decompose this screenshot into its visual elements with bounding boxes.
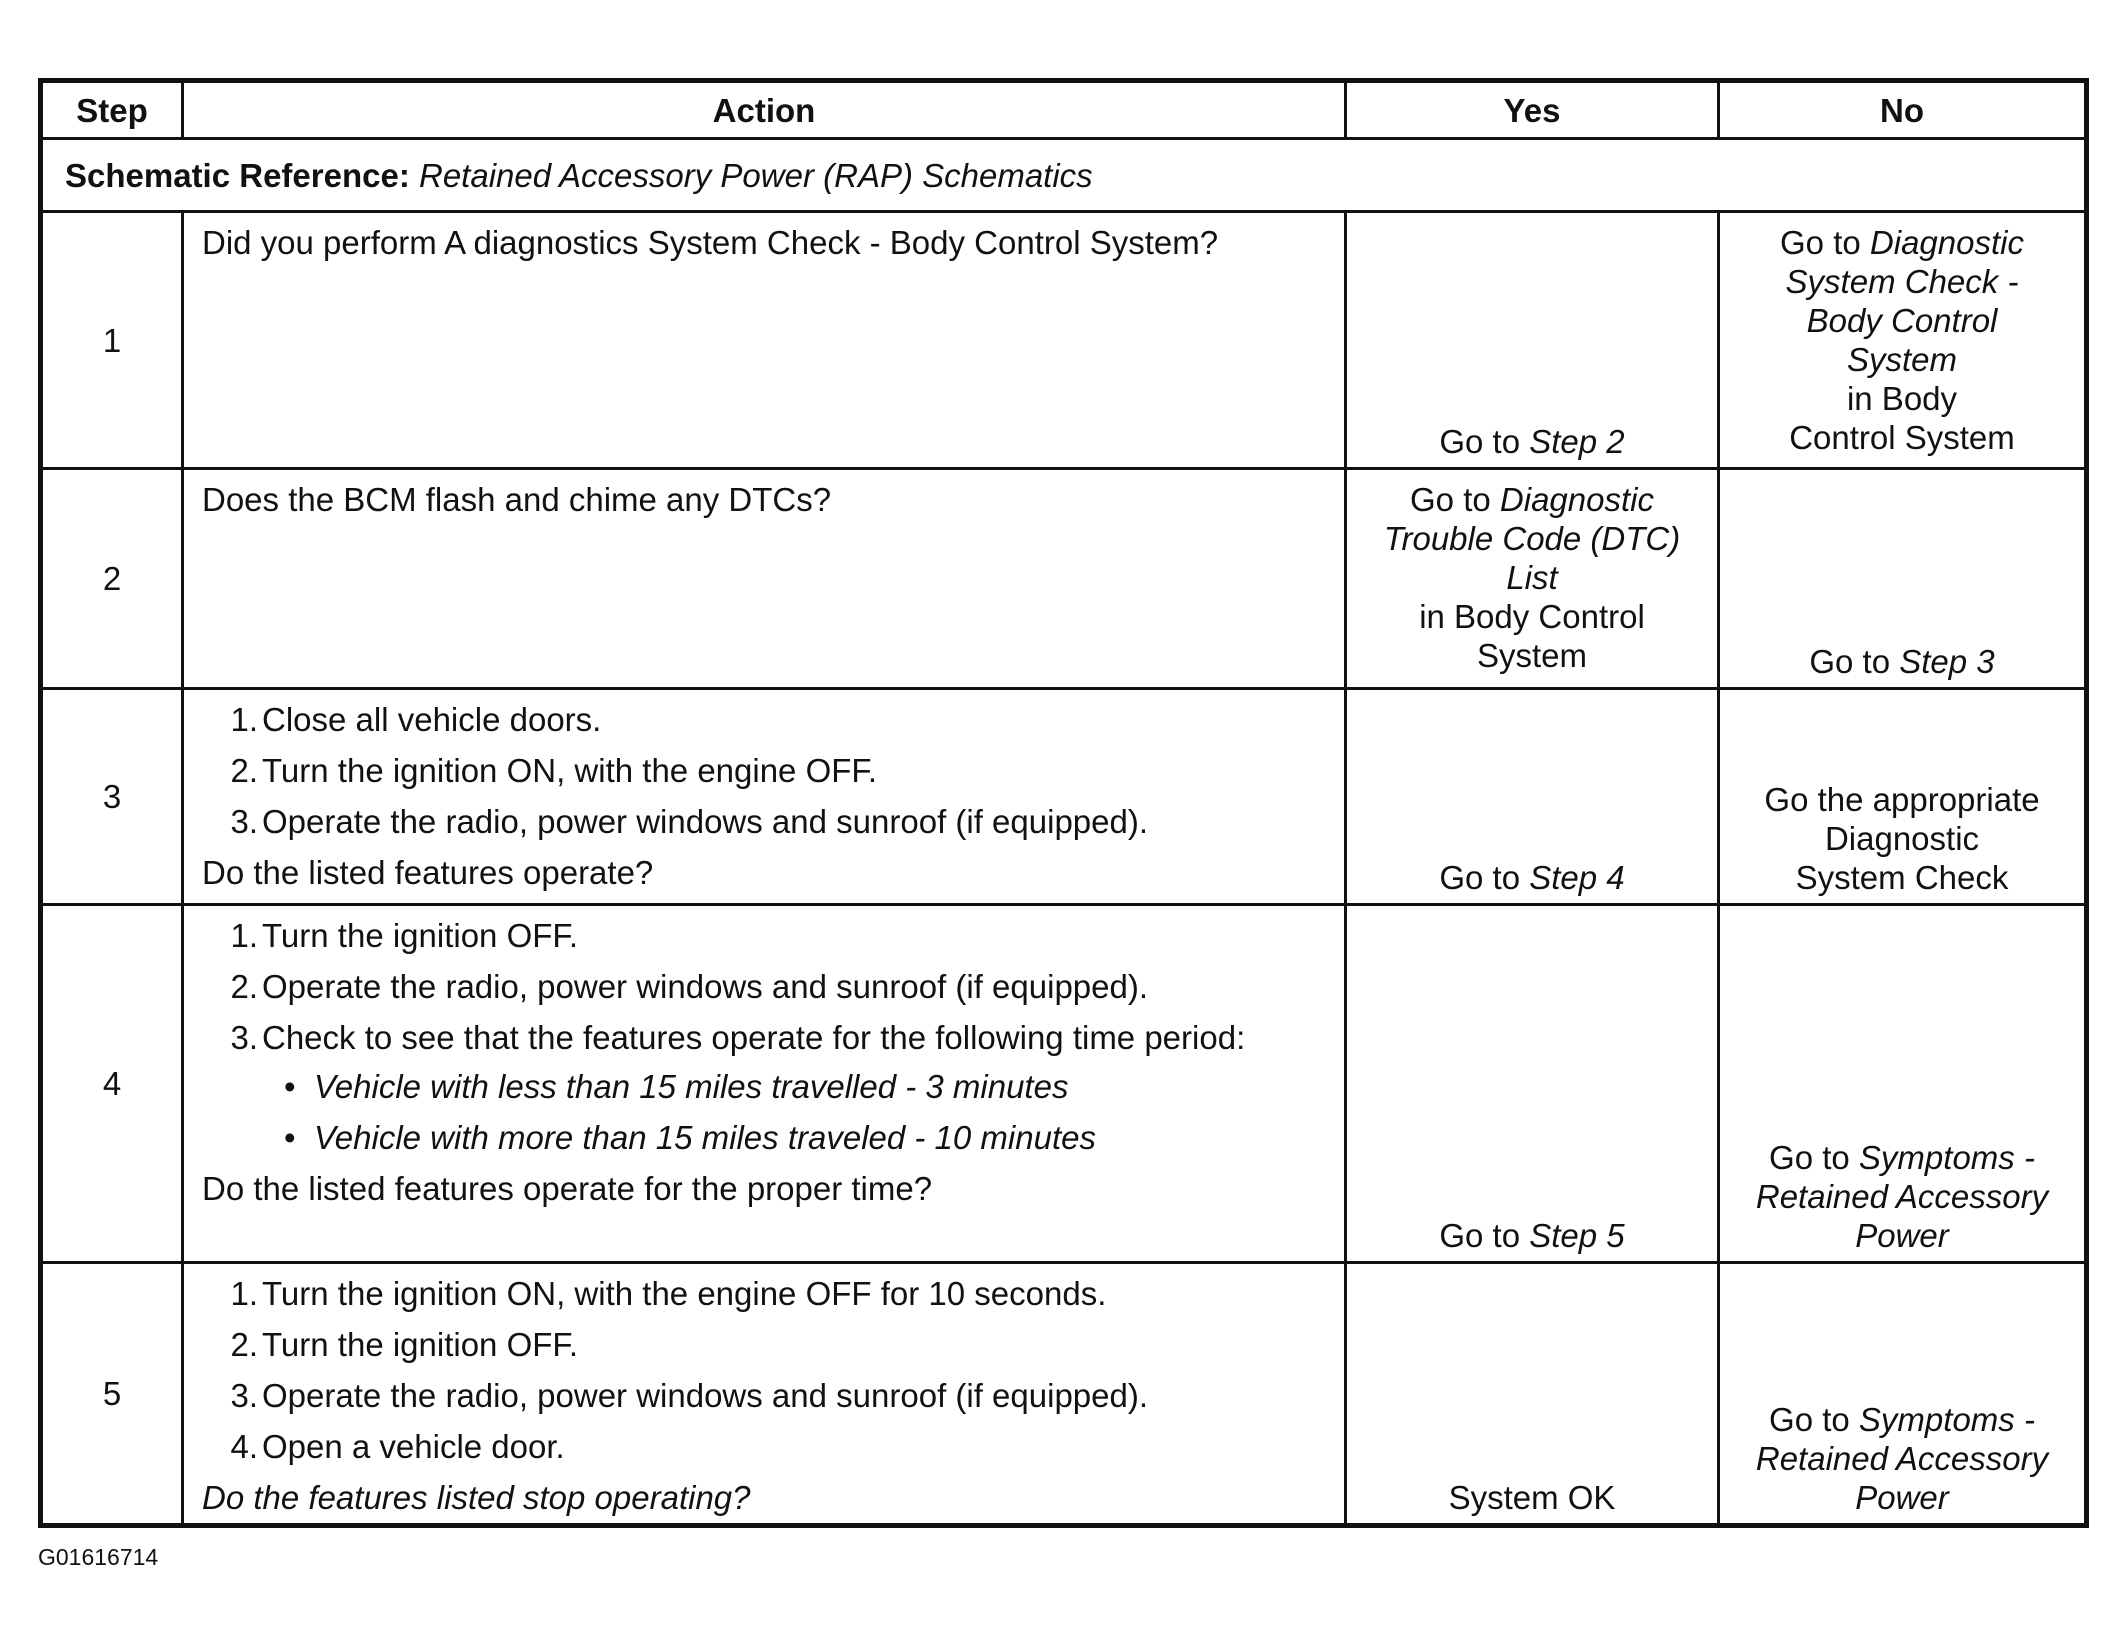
step-number: 1 <box>41 212 183 469</box>
list-item: Close all vehicle doors. <box>262 701 602 738</box>
table-row <box>41 689 2087 905</box>
table-row <box>41 1263 2087 1526</box>
header-step: Step <box>41 81 183 139</box>
no-link[interactable]: System <box>1846 341 1958 378</box>
yes-link[interactable]: Step 5 <box>1529 1217 1625 1254</box>
action-question: Do the features listed stop operating? <box>202 1479 751 1516</box>
action-cell <box>183 689 1346 905</box>
no-cell <box>1719 689 2087 905</box>
list-item: Turn the ignition ON, with the engine OFF for 10 seconds. <box>262 1275 1107 1312</box>
yes-link[interactable]: Trouble Code (DTC) <box>1383 520 1681 557</box>
diagnostic-table <box>38 78 2089 1528</box>
list-item: Turn the ignition ON, with the engine OFF. <box>262 752 878 789</box>
yes-cell <box>1346 905 1719 1263</box>
list-item <box>262 1018 1326 1157</box>
action-question: Do the listed features operate for the proper time? <box>202 1170 933 1207</box>
header-yes: Yes <box>1346 81 1719 139</box>
no-link[interactable]: Power <box>1855 1479 1949 1516</box>
schematic-reference <box>41 139 2087 212</box>
header-no: No <box>1719 81 2087 139</box>
figure-id: G01616714 <box>38 1544 159 1570</box>
list-item: Turn the ignition OFF. <box>262 917 579 954</box>
yes-link[interactable]: Step 2 <box>1529 423 1625 460</box>
no-prefix: Go to <box>1769 1401 1850 1438</box>
step-number: 5 <box>41 1263 183 1526</box>
instruction-list <box>202 1274 1326 1466</box>
yes-cell <box>1346 469 1719 689</box>
no-link[interactable]: Symptoms - <box>1858 1139 2035 1176</box>
action-cell <box>183 905 1346 1263</box>
no-prefix: Go to <box>1809 643 1891 680</box>
no-cell <box>1719 469 2087 689</box>
no-prefix: Go to <box>1769 1139 1850 1176</box>
bullet-item: • Vehicle with more than 15 miles traveled - 10 minutes <box>314 1118 1326 1157</box>
bullet-item: • Vehicle with less than 15 miles travelled - 3 minutes <box>314 1067 1326 1106</box>
instruction-list <box>202 916 1326 1157</box>
action-question: Did you perform A diagnostics System Check - Body Control System? <box>202 224 1219 261</box>
no-cell <box>1719 905 2087 1263</box>
list-item-text: Check to see that the features operate for the following time period: <box>262 1019 1246 1056</box>
no-link[interactable]: Retained Accessory <box>1755 1178 2049 1215</box>
yes-prefix: Go to <box>1439 1217 1521 1254</box>
yes-suffix: in Body Control <box>1419 598 1645 635</box>
no-link[interactable]: Step 3 <box>1899 643 1995 680</box>
yes-prefix: Go to <box>1439 859 1521 896</box>
bullet-list <box>262 1067 1326 1157</box>
no-suffix: in Body <box>1846 380 1958 417</box>
action-cell <box>183 469 1346 689</box>
yes-text: System OK <box>1448 1479 1616 1516</box>
no-text: Diagnostic <box>1824 820 1980 857</box>
schematic-label: Schematic Reference: <box>65 156 410 194</box>
table-row <box>41 212 2087 469</box>
no-cell <box>1719 1263 2087 1526</box>
list-item: Operate the radio, power windows and sunroof (if equipped). <box>262 1377 1149 1414</box>
step-number: 4 <box>41 905 183 1263</box>
no-suffix: Control System <box>1789 419 2015 456</box>
list-item: Open a vehicle door. <box>262 1428 565 1465</box>
step-number: 3 <box>41 689 183 905</box>
no-link[interactable]: Retained Accessory <box>1755 1440 2049 1477</box>
yes-suffix: System <box>1476 637 1588 674</box>
yes-cell <box>1346 689 1719 905</box>
yes-cell <box>1346 212 1719 469</box>
yes-link[interactable]: Diagnostic <box>1499 481 1654 518</box>
yes-link[interactable]: List <box>1506 559 1558 596</box>
yes-cell <box>1346 1263 1719 1526</box>
header-row <box>41 81 2087 139</box>
no-link[interactable]: Power <box>1855 1217 1949 1254</box>
action-cell <box>183 1263 1346 1526</box>
no-cell <box>1719 212 2087 469</box>
instruction-list <box>202 700 1326 841</box>
yes-prefix: Go to <box>1410 481 1491 518</box>
no-text: Go the appropriate <box>1764 781 2040 818</box>
no-link[interactable]: Symptoms - <box>1858 1401 2035 1438</box>
table-row <box>41 469 2087 689</box>
action-cell <box>183 212 1346 469</box>
step-number: 2 <box>41 469 183 689</box>
yes-link[interactable]: Step 4 <box>1529 859 1625 896</box>
no-link[interactable]: System Check - <box>1785 263 2019 300</box>
no-text: System Check <box>1795 859 2009 896</box>
no-prefix: Go to <box>1780 224 1861 261</box>
action-question: Does the BCM flash and chime any DTCs? <box>202 481 832 518</box>
no-link[interactable]: Diagnostic <box>1869 224 2024 261</box>
list-item: Turn the ignition OFF. <box>262 1326 579 1363</box>
no-link[interactable]: Body Control <box>1806 302 1998 339</box>
schematic-row <box>41 139 2087 212</box>
yes-prefix: Go to <box>1439 423 1521 460</box>
list-item: Operate the radio, power windows and sunroof (if equipped). <box>262 803 1149 840</box>
header-action: Action <box>183 81 1346 139</box>
list-item: Operate the radio, power windows and sunroof (if equipped). <box>262 968 1149 1005</box>
table-row <box>41 905 2087 1263</box>
action-question: Do the listed features operate? <box>202 854 654 891</box>
schematic-value: Retained Accessory Power (RAP) Schematics <box>419 156 1093 194</box>
